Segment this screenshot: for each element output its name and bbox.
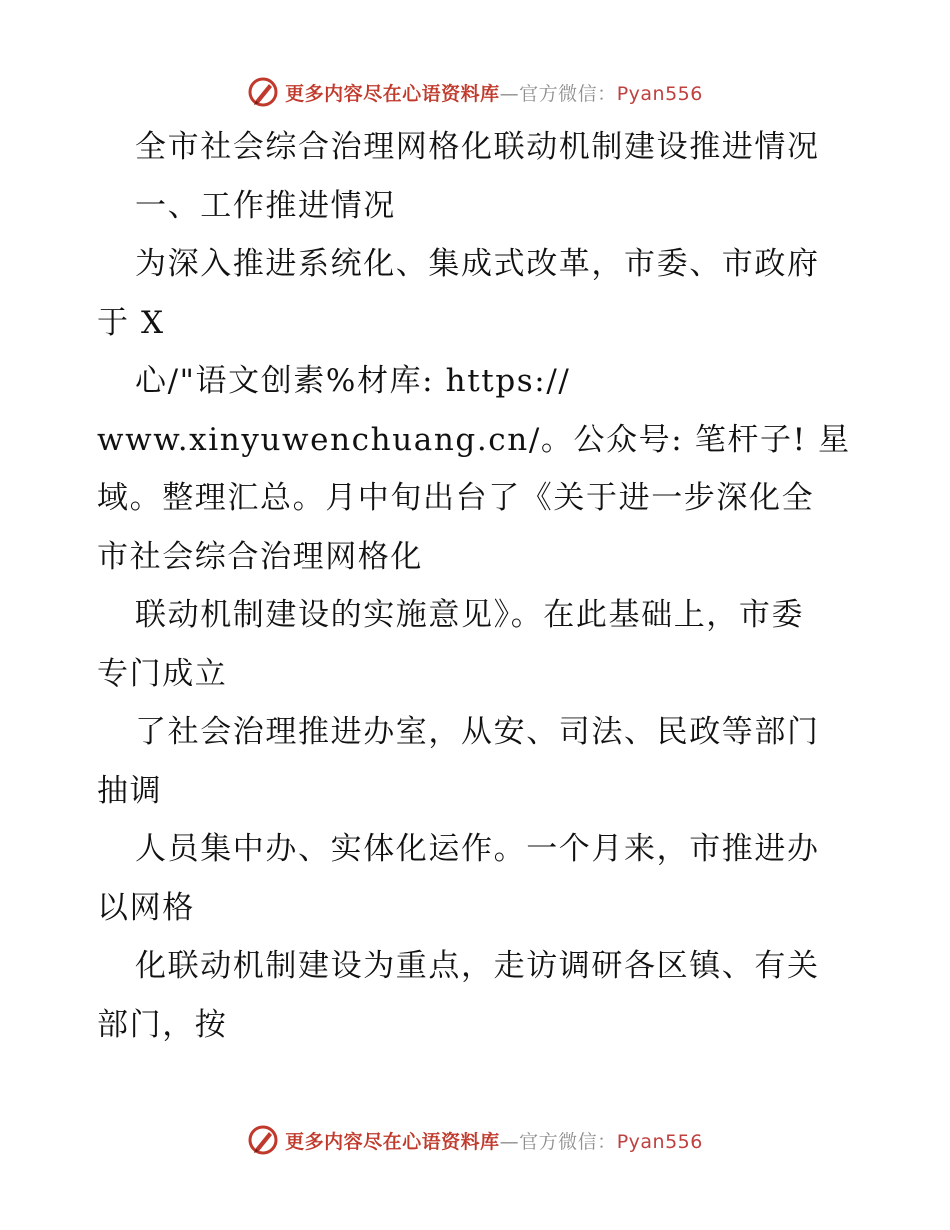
banner-text bbox=[285, 1127, 703, 1154]
pen-logo-icon bbox=[247, 76, 279, 108]
text-line: 了社会治理推进办室，从安、司法、民政等部门 bbox=[135, 714, 820, 750]
text-line: 一、工作推进情况 bbox=[135, 187, 396, 224]
footer-banner bbox=[0, 1120, 950, 1160]
document-body bbox=[97, 118, 857, 1054]
banner-wechat-label: 官方微信： bbox=[519, 82, 617, 105]
text-line: www.xinyuwenchuang.cn/。公众号: 笔杆子! 星 bbox=[97, 421, 851, 458]
banner-wechat-id: Pyan556 bbox=[616, 82, 703, 105]
text-line: 抽调 bbox=[97, 772, 163, 809]
text-line: 联动机制建设的实施意见》。在此基础上，市委 bbox=[135, 597, 805, 633]
text-line: 心/"语文创素%材库: https:// bbox=[135, 363, 571, 399]
header-banner bbox=[0, 72, 950, 112]
text-line: 于 X bbox=[97, 304, 165, 341]
text-line: 专门成立 bbox=[97, 655, 228, 692]
text-line: 市社会综合治理网格化 bbox=[97, 538, 423, 575]
banner-dash: — bbox=[499, 1130, 520, 1153]
banner-brand: 更多内容尽在心语资料库 bbox=[285, 82, 500, 105]
text-line: 部门，按 bbox=[97, 1006, 228, 1043]
text-line: 化联动机制建设为重点，走访调研各区镇、有关 bbox=[135, 948, 820, 984]
banner-brand: 更多内容尽在心语资料库 bbox=[285, 1130, 500, 1153]
text-line: 域。整理汇总。月中旬出台了《关于进一步深化全 bbox=[97, 480, 815, 516]
text-line: 人员集中办、实体化运作。一个月来，市推进办 bbox=[135, 831, 820, 867]
banner-dash: — bbox=[499, 82, 520, 105]
pen-logo-icon bbox=[247, 1124, 279, 1156]
banner-wechat-label: 官方微信： bbox=[519, 1130, 617, 1153]
banner-wechat-id: Pyan556 bbox=[616, 1130, 703, 1153]
text-line: 为深入推进系统化、集成式改革，市委、市政府 bbox=[135, 246, 820, 282]
text-line: 以网格 bbox=[97, 889, 195, 926]
banner-text bbox=[285, 79, 703, 106]
text-line: 全市社会综合治理网格化联动机制建设推进情况 bbox=[135, 129, 820, 165]
